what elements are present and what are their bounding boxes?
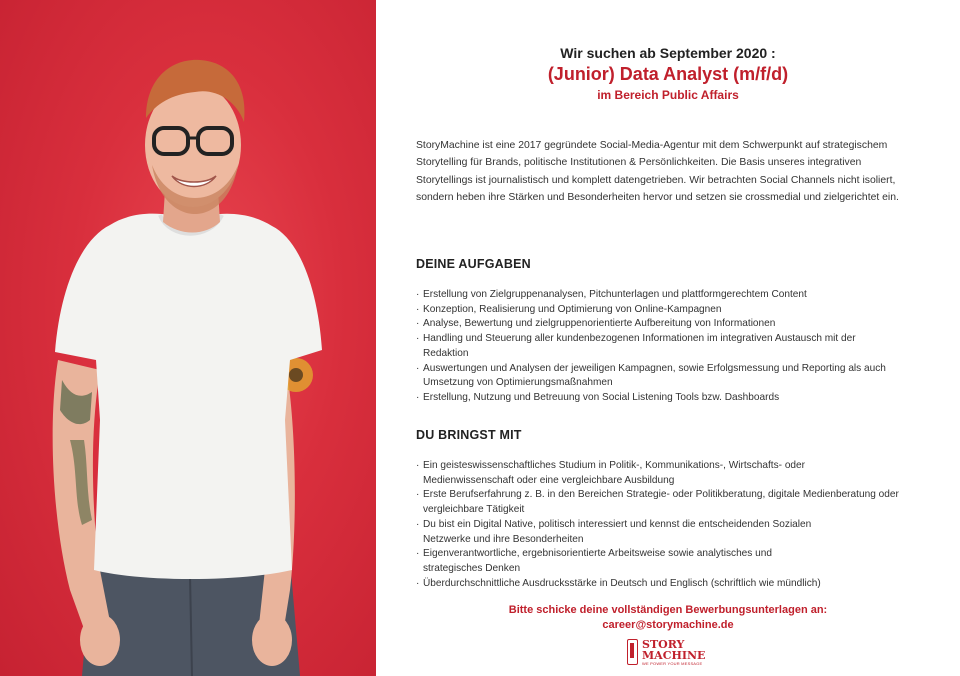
logo-word-story: STORY: [642, 638, 685, 651]
portrait-photo: [0, 0, 376, 676]
list-item: · Auswertungen und Analysen der jeweiligen Kampagnen, sowie Erfolgsmessung und Reporting als auch Umsetzung von Optimierungsmaßnahmen: [416, 362, 886, 391]
job-posting: [376, 0, 960, 676]
list-item: · Handling und Steuerung aller kundenbezogenen Informationen im integrativen Austausch mit der Redaktion: [416, 332, 886, 361]
list-item: · Erste Berufserfahrung z. B. in den Bereichen Strategie- oder Politikberatung, digitale Medienberatung oder vergleichbare Tätigkeit: [416, 488, 936, 517]
list-item: · Konzeption, Realisierung und Optimierung von Online-Kampagnen: [416, 303, 956, 318]
header-intro: Wir suchen ab September 2020 :: [560, 45, 776, 61]
logo-word-machine: MACHINE: [642, 649, 706, 662]
list-item: · Erstellung von Zielgruppenanalysen, Pitchunterlagen und plattformgerechtem Content: [416, 288, 956, 303]
application-note: [376, 603, 960, 633]
logo-mark-icon: [627, 639, 638, 665]
logo-tagline: WE POWER YOUR MESSAGE: [642, 661, 703, 666]
section-title-bringst: DU BRINGST MIT: [416, 428, 522, 442]
job-department: im Bereich Public Affairs: [597, 88, 739, 102]
company-intro: StoryMachine ist eine 2017 gegründete Social-Media-Agentur mit dem Schwerpunkt auf strategischem Storytelling für Brands, politische Institutionen & Persönlichkeiten. Die Basis unseres integrativen Storytellings ist journalistisch und komplett datengetrieben. Wir betrachten Social Channels nicht isoliert, sondern heben ihre Stärken und Besonderheiten hervor und setzen sie crossmedial und zielgerichtet ein.: [416, 140, 899, 203]
list-item: · Eigenverantwortliche, ergebnisorientierte Arbeitsweise sowie analytisches und strategisches Denken: [416, 547, 791, 576]
job-title: (Junior) Data Analyst (m/f/d): [547, 64, 789, 84]
list-item: · Überdurchschnittliche Ausdrucksstärke in Deutsch und Englisch (schriftlich wie mündlich): [416, 577, 956, 592]
list-item: · Ein geisteswissenschaftliches Studium in Politik-, Kommunikations-, Wirtschafts- oder Medienwissenschaft oder eine vergleichbare Ausbildung: [416, 459, 856, 488]
application-email-link[interactable]: career@storymachine.de: [602, 619, 734, 631]
list-aufgaben: [416, 288, 956, 406]
list-bringst: [416, 459, 956, 591]
list-item: · Du bist ein Digital Native, politisch interessiert und kennst die entscheidenden Sozialen Netzwerke und ihre Besonderheiten: [416, 518, 856, 547]
list-item: · Analyse, Bewertung und zielgruppenorientierte Aufbereitung von Informationen: [416, 317, 956, 332]
application-instruction: Bitte schicke deine vollständigen Bewerbungsunterlagen an:: [508, 604, 828, 616]
storymachine-logo: [627, 638, 711, 668]
section-title-aufgaben: DEINE AUFGABEN: [416, 257, 531, 271]
person-portrait-icon: [0, 0, 376, 676]
list-item: · Erstellung, Nutzung und Betreuung von Social Listening Tools bzw. Dashboards: [416, 391, 956, 406]
